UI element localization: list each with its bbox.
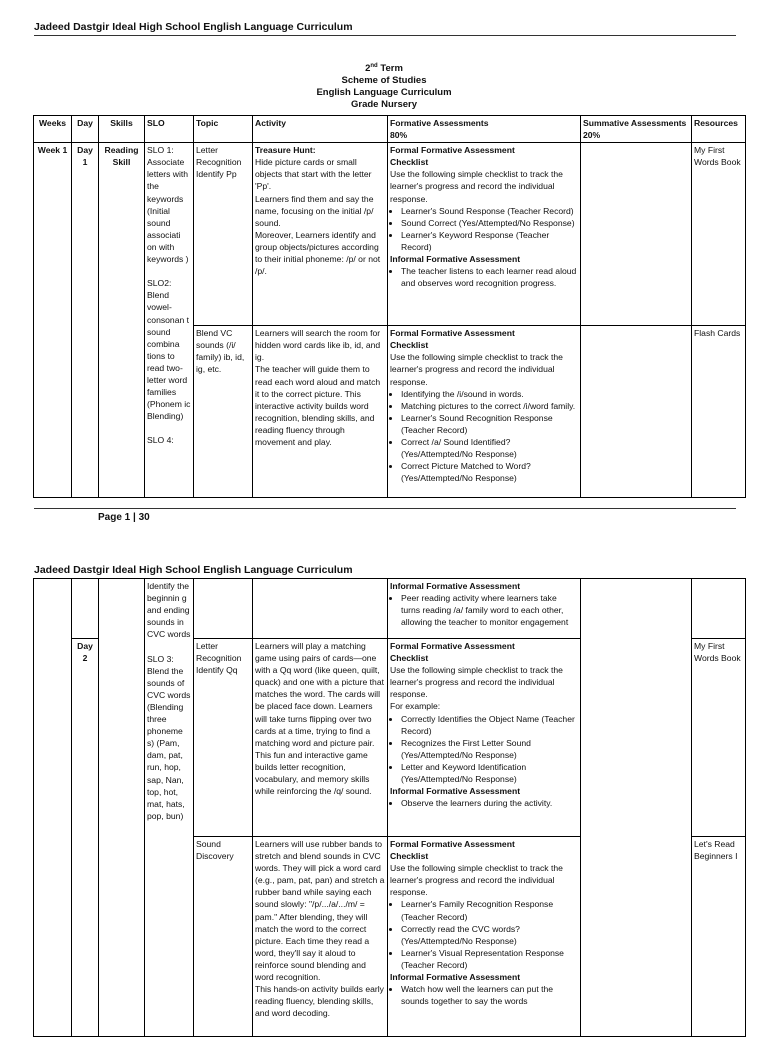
col-activity: Activity [253, 116, 388, 143]
list-item: • Correct Picture Matched to Word? (Yes/Attempted/No Response) [401, 460, 578, 484]
grade-title: Grade Nursery [350, 99, 417, 111]
list-item: • Letter and Keyword Identification (Yes/Attempted/No Response) [401, 761, 578, 785]
list-item: • Learner's Sound Recognition Response (Teacher Record) [401, 412, 578, 436]
day-cell [72, 579, 99, 639]
activity-cell: Learners will search the room for hidden word cards like ib, id, and ig. The teacher will guide them to read each word aloud and match it to the correct picture. This interactive activity builds word recognition, blending skills, and reading fluency through movement and play. [253, 326, 388, 498]
week-cell [34, 579, 72, 1037]
topic-cell: Letter Recognition Identify Qq [194, 639, 253, 837]
informal-bullets [390, 265, 578, 289]
activity-cell [253, 143, 388, 326]
activity-body: Hide picture cards or small objects that start with the letter 'Pp'. Learners find them and say the name, focusing on the initial /p/ sound. Moreover, Learners identify and group objects/pictures according to their initial phoneme: /p/ or not /p/. [255, 157, 381, 277]
day-cell: Day 2 [72, 639, 99, 1037]
example-label: For example: [390, 701, 441, 712]
skill-cell [99, 579, 145, 1037]
topic-cell: Letter Recognition Identify Pp [194, 143, 253, 326]
list-item: • Learner's Visual Representation Response (Teacher Record) [401, 947, 578, 971]
page-number: Page 1 | 30 [98, 512, 150, 523]
list-item: • Identifying the /i/sound in words. [401, 388, 578, 400]
slo-cell: SLO 1: Associate letters with the keywords (Initial sound associati on with keywords ) SLO2: Blend vowel-consonan t sound combina tions to read two-letter word families (Phonem ic Blending) SLO 4: [145, 143, 194, 498]
formative-cell [388, 639, 581, 837]
checklist-text: Use the following simple checklist to track the learner's progress and record the individual response. [390, 352, 563, 387]
summative-cell [581, 579, 692, 1037]
resources-cell: Let's Read Beginners I [692, 837, 746, 1037]
curriculum-table-page2 [33, 578, 746, 1037]
checklist-label: Checklist [390, 653, 429, 664]
informal-bullets [390, 983, 578, 1007]
resources-cell: My First Words Book [692, 639, 746, 837]
formative-cell [388, 326, 581, 498]
topic-cell: Sound Discovery [194, 837, 253, 1037]
checklist-label: Checklist [390, 340, 429, 351]
checklist-text: Use the following simple checklist to track the learner's progress and record the individual response. [390, 169, 563, 204]
formal-assessment-title: Formal Formative Assessment [390, 839, 515, 849]
table-header-row [34, 116, 746, 143]
week-cell: Week 1 [34, 143, 72, 498]
slo-cell: Identify the beginnin g and ending sounds in CVC words SLO 3: Blend the sounds of CVC words (Blending three phoneme s) (Pam, dam, pat, run, hop, sap, Nan, top, hot, mat, hats, pop, bun) [145, 579, 194, 1037]
checklist-label: Checklist [390, 851, 429, 862]
table-row [34, 579, 746, 639]
curriculum-title: English Language Curriculum [316, 87, 452, 99]
informal-assessment-title: Informal Formative Assessment [390, 972, 521, 983]
list-item: • Watch how well the learners can put the sounds together to say the words [401, 983, 578, 1007]
activity-cell: Learners will use rubber bands to stretch and blend sounds in CVC words. They will pick a word card (e.g., pam, pat, pan) and stretch a rubber band while saying each sound slowly: "/p/.../a/.../m/ = pam." After blending, they will match the word to the correct picture. Each time they read a word, they'll say it aloud to reinforce sound blending and word recognition. This hands-on activity builds early reading fluency, blending skills, and word decoding. [253, 837, 388, 1037]
col-summative: Summative Assessments 20% [581, 116, 692, 143]
list-item: • Learner's Family Recognition Response (Teacher Record) [401, 898, 578, 922]
col-resources: Resources [692, 116, 746, 143]
table-row [34, 143, 746, 326]
col-skills: Skills [99, 116, 145, 143]
document-title-block [0, 60, 768, 111]
footer-divider [34, 508, 736, 509]
informal-bullets [390, 592, 578, 628]
list-item: • Sound Correct (Yes/Attempted/No Response) [401, 217, 578, 229]
summative-cell [581, 143, 692, 326]
curriculum-table-page1 [33, 115, 746, 498]
list-item: • Learner's Sound Response (Teacher Record) [401, 205, 578, 217]
topic-cell [194, 579, 253, 639]
checklist-bullets [390, 205, 578, 253]
day-cell: Day 1 [72, 143, 99, 498]
list-item: • Peer reading activity where learners take turns reading /a/ family word to each other, allowing the teacher to monitor engagement [401, 592, 578, 628]
list-item: • Learner's Keyword Response (Teacher Record) [401, 229, 578, 253]
list-item: • Correctly read the CVC words? (Yes/Attempted/No Response) [401, 923, 578, 947]
resources-cell: My First Words Book [692, 143, 746, 326]
formative-cell [388, 143, 581, 326]
checklist-text: Use the following simple checklist to track the learner's progress and record the individual response. [390, 665, 563, 700]
checklist-bullets [390, 898, 578, 971]
list-item: • Correctly Identifies the Object Name (Teacher Record) [401, 713, 578, 737]
skill-cell: Reading Skill [99, 143, 145, 498]
formal-assessment-title: Formal Formative Assessment [390, 145, 515, 156]
col-topic: Topic [194, 116, 253, 143]
scheme-title: Scheme of Studies [341, 75, 427, 87]
col-slo: SLO [145, 116, 194, 143]
checklist-bullets [390, 713, 578, 786]
formal-assessment-title: Formal Formative Assessment [390, 328, 515, 339]
informal-bullets [390, 797, 578, 809]
resources-cell [692, 579, 746, 639]
page-header-title: Jadeed Dastgir Ideal High School English Language Curriculum [34, 21, 353, 33]
list-item: • Correct /a/ Sound Identified? (Yes/Attempted/No Response) [401, 436, 578, 460]
list-item: • Recognizes the First Letter Sound (Yes/Attempted/No Response) [401, 737, 578, 761]
formal-assessment-title: Formal Formative Assessment [390, 641, 515, 651]
header-divider [34, 35, 736, 36]
informal-assessment-title: Informal Formative Assessment [390, 254, 521, 265]
activity-cell: Learners will play a matching game using pairs of cards—one with a Qq word (like queen, quilt, quack) and one with a picture that matches the word. The cards will be placed face down. Learners will take turns flipping over two cards at a time, trying to find a matching word and picture pair. This fun and interactive game builds letter recognition, vocabulary, and memory skills while reinforcing the /q/ sound. [253, 639, 388, 837]
informal-assessment-title: Informal Formative Assessment [390, 581, 521, 591]
list-item: • The teacher listens to each learner read aloud and observes word recognition progress. [401, 265, 578, 289]
col-formative: Formative Assessments 80% [388, 116, 581, 143]
term-title: 2nd Term [365, 63, 403, 75]
activity-title: Treasure Hunt: [255, 145, 316, 156]
formative-cell [388, 837, 581, 1037]
topic-cell: Blend VC sounds (/i/ family) ib, id, ig, etc. [194, 326, 253, 498]
col-day: Day [72, 116, 99, 143]
col-weeks: Weeks [34, 116, 72, 143]
page-header-title: Jadeed Dastgir Ideal High School English Language Curriculum [34, 564, 353, 576]
checklist-label: Checklist [390, 157, 429, 168]
checklist-bullets [390, 388, 578, 485]
list-item: • Matching pictures to the correct /i/word family. [401, 400, 578, 412]
activity-cell [253, 579, 388, 639]
checklist-text: Use the following simple checklist to track the learner's progress and record the individual response. [390, 863, 563, 898]
list-item: • Observe the learners during the activity. [401, 797, 578, 809]
informal-assessment-title: Informal Formative Assessment [390, 786, 521, 797]
formative-cell [388, 579, 581, 639]
summative-cell [581, 326, 692, 498]
resources-cell: Flash Cards [692, 326, 746, 498]
